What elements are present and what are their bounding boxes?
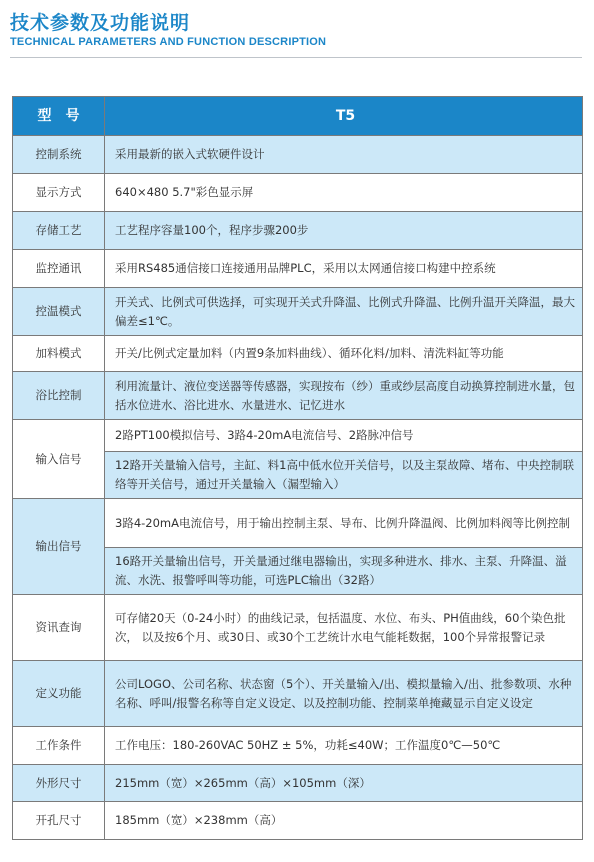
table-row bbox=[13, 661, 583, 727]
row-value: 185mm（宽）×238mm（高） bbox=[105, 802, 583, 840]
row-value: 16路开关量输出信号，开关量通过继电器输出，实现多种进水、排水、主泵、升降温、溢流、水洗、报警呼叫等功能，可选PLC输出（32路） bbox=[105, 548, 583, 595]
table-row bbox=[13, 802, 583, 840]
row-value: 采用最新的嵌入式软硬件设计 bbox=[105, 136, 583, 174]
row-value: 利用流量计、液位变送器等传感器，实现按布（纱）重或纱层高度自动换算控制进水量，包括水位进水、浴比进水、水量进水、记忆进水 bbox=[105, 372, 583, 420]
row-value: 12路开关量输入信号，主缸、料1高中低水位开关信号，以及主泵故障、堵布、中央控制联络等开关信号，通过开关量输入（漏型输入） bbox=[105, 452, 583, 499]
page-title: 技术参数及功能说明 bbox=[10, 12, 191, 34]
row-value: 640×480 5.7"彩色显示屏 bbox=[105, 174, 583, 212]
header-value-cell: T5 bbox=[105, 97, 583, 136]
row-value: 工作电压：180-260VAC 50HZ ± 5%，功耗≤40W；工作温度0℃—50℃ bbox=[105, 727, 583, 765]
table-row bbox=[13, 727, 583, 765]
row-label: 资讯查询 bbox=[13, 595, 105, 661]
row-label: 显示方式 bbox=[13, 174, 105, 212]
row-value: 2路PT100模拟信号、3路4-20mA电流信号、2路脉冲信号 bbox=[105, 420, 583, 452]
header-label-cell: 型 号 bbox=[13, 97, 105, 136]
row-label: 加料模式 bbox=[13, 336, 105, 372]
row-label: 浴比控制 bbox=[13, 372, 105, 420]
table-row bbox=[13, 288, 583, 336]
row-label: 存储工艺 bbox=[13, 212, 105, 250]
table-row bbox=[13, 136, 583, 174]
title-divider bbox=[10, 57, 582, 58]
row-label: 外形尺寸 bbox=[13, 765, 105, 802]
row-value: 可存储20天（0-24小时）的曲线记录，包括温度、水位、布头、PH值曲线，60个染色批次， 以及按6个月、或30日、或30个工艺统计水电气能耗数据，100个异常报警记录 bbox=[105, 595, 583, 661]
row-label: 开孔尺寸 bbox=[13, 802, 105, 840]
table-row bbox=[13, 765, 583, 802]
row-value: 开关/比例式定量加料（内置9条加料曲线）、循环化料/加料、清洗料缸等功能 bbox=[105, 336, 583, 372]
table-row bbox=[13, 336, 583, 372]
row-label: 工作条件 bbox=[13, 727, 105, 765]
row-label: 监控通讯 bbox=[13, 250, 105, 288]
row-label: 控温模式 bbox=[13, 288, 105, 336]
table-row bbox=[13, 420, 583, 452]
table-row bbox=[13, 212, 583, 250]
row-label: 定义功能 bbox=[13, 661, 105, 727]
row-value: 3路4-20mA电流信号，用于输出控制主泵、导布、比例升降温阀、比例加料阀等比例控制 bbox=[105, 499, 583, 548]
row-value: 215mm（宽）×265mm（高）×105mm（深） bbox=[105, 765, 583, 802]
row-label: 控制系统 bbox=[13, 136, 105, 174]
table-row bbox=[13, 499, 583, 548]
row-value: 开关式、比例式可供选择，可实现开关式升降温、比例式升降温、比例升温开关降温，最大偏差≤1℃。 bbox=[105, 288, 583, 336]
row-label: 输出信号 bbox=[13, 499, 105, 595]
table-row bbox=[13, 372, 583, 420]
row-label: 输入信号 bbox=[13, 420, 105, 499]
row-value: 采用RS485通信接口连接通用品牌PLC，采用以太网通信接口构建中控系统 bbox=[105, 250, 583, 288]
page-subtitle: TECHNICAL PARAMETERS AND FUNCTION DESCRIPTION bbox=[10, 36, 327, 48]
table-row bbox=[13, 250, 583, 288]
table-header-row bbox=[13, 97, 583, 136]
spec-table bbox=[12, 96, 583, 840]
table-row bbox=[13, 595, 583, 661]
table-row bbox=[13, 174, 583, 212]
row-value: 公司LOGO、公司名称、状态窗（5个）、开关量输入/出、模拟量输入/出、批参数项、水种名称、呼叫/报警名称等自定义设定、以及控制功能、控制菜单掩藏显示自定义设定 bbox=[105, 661, 583, 727]
row-value: 工艺程序容量100个，程序步骤200步 bbox=[105, 212, 583, 250]
